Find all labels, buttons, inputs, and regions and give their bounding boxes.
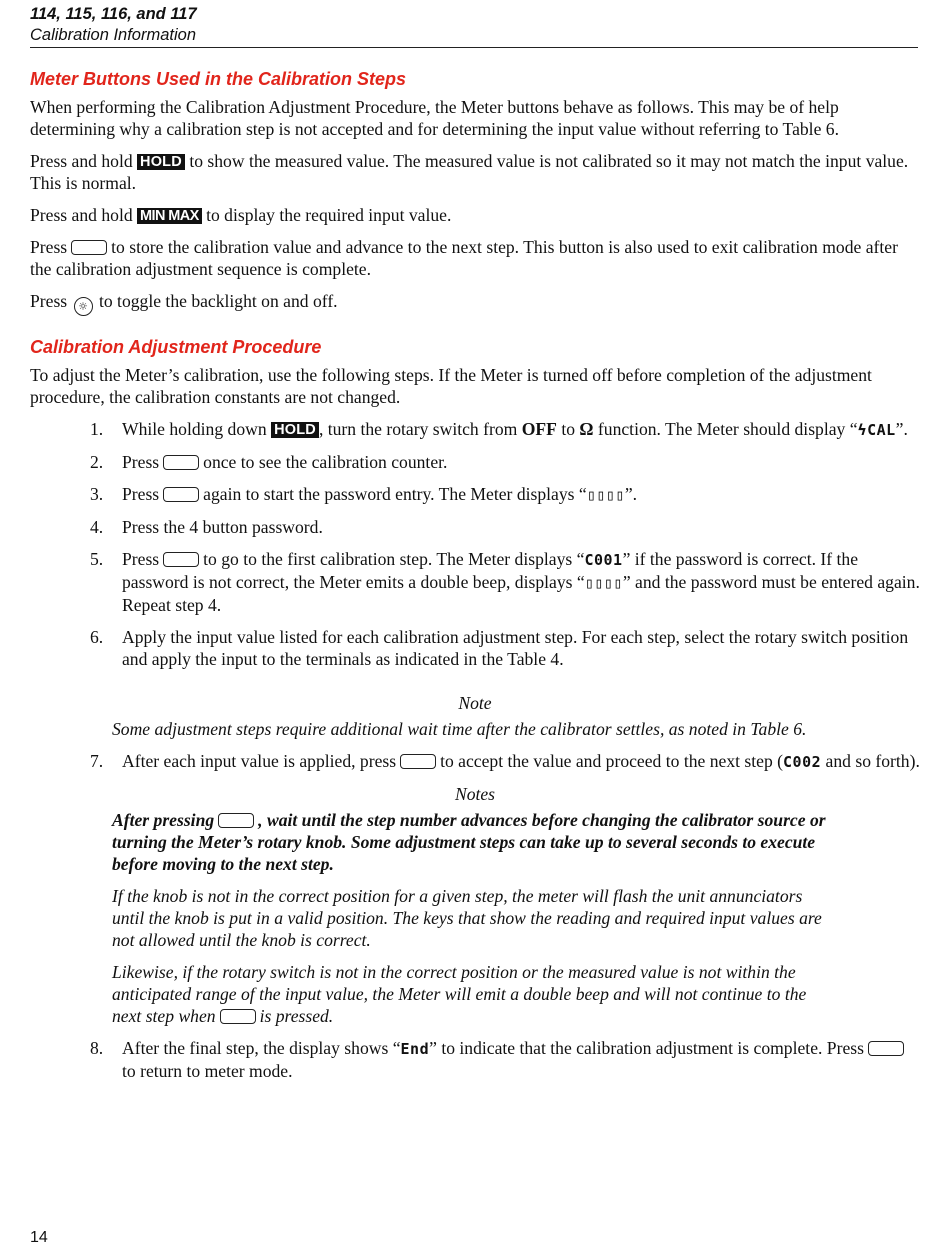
store-pre: Press xyxy=(30,237,68,257)
blank-button-icon xyxy=(163,455,199,470)
ohm-symbol: Ω xyxy=(579,419,594,439)
step-number: 3. xyxy=(90,484,104,504)
step-number: 5. xyxy=(90,549,104,569)
blank-button-icon xyxy=(400,754,436,769)
buttons-intro: When performing the Calibration Adjustment Procedure, the Meter buttons behave as follows. This may be of help determining why a calibration step is not accepted and for determining the input value without referring to Table 6. xyxy=(30,97,839,139)
note3-text-a: Likewise, if the rotary switch is not in the correct position or the measured value is not within the anticipated range of the input value, the Meter will emit a double beep and will not continue to the next step when xyxy=(112,962,807,1026)
page-number: 14 xyxy=(30,1229,48,1246)
step5-text-a: Press xyxy=(122,549,160,569)
step3-text-b: again to start the password entry. The Meter displays “ xyxy=(203,484,587,504)
store-post: to store the calibration value and advance to the next step. This button is also used to exit calibration mode after the calibration adjustment sequence is complete. xyxy=(30,237,898,279)
step7-text-c: and so forth). xyxy=(825,751,920,771)
step8-text-c: to return to meter mode. xyxy=(122,1061,293,1081)
store-paragraph xyxy=(30,236,920,280)
hold-pre: Press and hold xyxy=(30,151,133,171)
step-number: 2. xyxy=(90,452,104,472)
step-number: 8. xyxy=(90,1038,104,1058)
backlight-pre: Press xyxy=(30,291,68,311)
list-item xyxy=(30,418,920,441)
blank-button-icon xyxy=(163,552,199,567)
list-item xyxy=(30,451,920,473)
procedure-steps-cont xyxy=(30,750,920,773)
step5-text-d: ” and the password must be entered again. Repeat step 4. xyxy=(122,572,920,615)
display-readout: C002 xyxy=(783,753,822,771)
backlight-paragraph xyxy=(30,290,920,316)
list-item xyxy=(30,516,920,538)
display-readout: End xyxy=(400,1040,430,1058)
hold-paragraph xyxy=(30,150,920,194)
list-item xyxy=(30,1037,920,1082)
step-number: 7. xyxy=(90,751,104,771)
note-bold xyxy=(112,809,830,875)
step7-text-a: After each input value is applied, press xyxy=(122,751,397,771)
section-heading-buttons: Meter Buttons Used in the Calibration Steps xyxy=(30,69,407,89)
minmax-paragraph xyxy=(30,204,920,226)
off-label: OFF xyxy=(521,419,557,439)
hold-key: HOLD xyxy=(137,154,185,170)
hold-post: to show the measured value. The measured value is not calibrated so it may not match the input value. This is normal. xyxy=(30,151,909,193)
note-text: Some adjustment steps require additional wait time after the calibrator settles, as noted in Table 6. xyxy=(112,719,807,739)
header-models: 114, 115, 116, and 117 xyxy=(30,5,197,23)
blank-button-icon xyxy=(220,1009,256,1024)
display-readout: C001 xyxy=(584,551,623,569)
step5-text-c: ” if the password is correct. If the password is not correct, the Meter emits a double beep, displays “ xyxy=(122,549,859,592)
step5-text-b: to go to the first calibration step. The Meter displays “ xyxy=(203,549,585,569)
header-section: Calibration Information xyxy=(30,26,196,44)
minmax-post: to display the required input value. xyxy=(206,205,452,225)
note-knob: If the knob is not in the correct position for a given step, the meter will flash the unit annunciators until the knob is put in a valid position. The keys that show the reading and required input values are not allowed until the knob is correct. xyxy=(112,886,822,950)
step3-text-a: Press xyxy=(122,484,160,504)
step-number: 1. xyxy=(90,419,104,439)
blank-button-icon xyxy=(868,1041,904,1056)
blank-button-icon xyxy=(218,813,254,828)
step2-text-b: once to see the calibration counter. xyxy=(203,452,448,472)
note3-text-b: is pressed. xyxy=(259,1006,334,1026)
list-item xyxy=(30,626,920,670)
step2-text-a: Press xyxy=(122,452,160,472)
hold-key: HOLD xyxy=(271,422,319,438)
step-number: 4. xyxy=(90,517,104,537)
step1-text-c: to xyxy=(561,419,576,439)
procedure-steps-final xyxy=(30,1037,920,1082)
note1-text-b: , wait until the step number advances before changing the calibrator source or turning the Meter’s rotary knob. Some adjustment steps can take up to several seconds to execute before moving to the next step. xyxy=(112,810,826,874)
note1-text-a: After pressing xyxy=(112,810,215,830)
notes-heading: Notes xyxy=(454,784,496,804)
list-item xyxy=(30,548,920,616)
page-header xyxy=(30,4,918,48)
procedure-intro: To adjust the Meter’s calibration, use the following steps. If the Meter is turned off before completion of the adjustment procedure, the calibration constants are not changed. xyxy=(30,365,872,407)
step8-text-a: After the final step, the display shows “ xyxy=(122,1038,401,1058)
step7-text-b: to accept the value and proceed to the next step ( xyxy=(440,751,784,771)
minmax-pre: Press and hold xyxy=(30,205,133,225)
step3-text-c: ”. xyxy=(624,484,638,504)
step-number: 6. xyxy=(90,627,104,647)
step6-text-a: Apply the input value listed for each calibration adjustment step. For each step, select the rotary switch position and apply the input to the terminals as indicated in the Table 4. xyxy=(122,627,909,669)
page-content xyxy=(30,68,920,1092)
list-item xyxy=(30,483,920,506)
display-readout: ϟCAL xyxy=(857,421,896,439)
backlight-icon: ☼ xyxy=(74,297,93,316)
step1-text-a: While holding down xyxy=(122,419,267,439)
blank-button-icon xyxy=(71,240,107,255)
backlight-post: to toggle the backlight on and off. xyxy=(98,291,338,311)
step4-text-a: Press the 4 button password. xyxy=(122,517,323,537)
step1-text-d: function. The Meter should display “ xyxy=(597,419,858,439)
display-readout: ▯▯▯▯ xyxy=(584,574,623,592)
minmax-key: MIN MAX xyxy=(137,208,202,224)
procedure-steps xyxy=(30,418,920,670)
display-readout: ▯▯▯▯ xyxy=(586,486,625,504)
step8-text-b: ” to indicate that the calibration adjustment is complete. Press xyxy=(429,1038,864,1058)
blank-button-icon xyxy=(163,487,199,502)
step1-text-e: ”. xyxy=(895,419,908,439)
note-heading: Note xyxy=(458,693,492,713)
step1-text-b: , turn the rotary switch from xyxy=(318,419,518,439)
note-likewise xyxy=(112,961,830,1027)
section-heading-procedure: Calibration Adjustment Procedure xyxy=(30,337,322,357)
list-item xyxy=(30,750,920,773)
